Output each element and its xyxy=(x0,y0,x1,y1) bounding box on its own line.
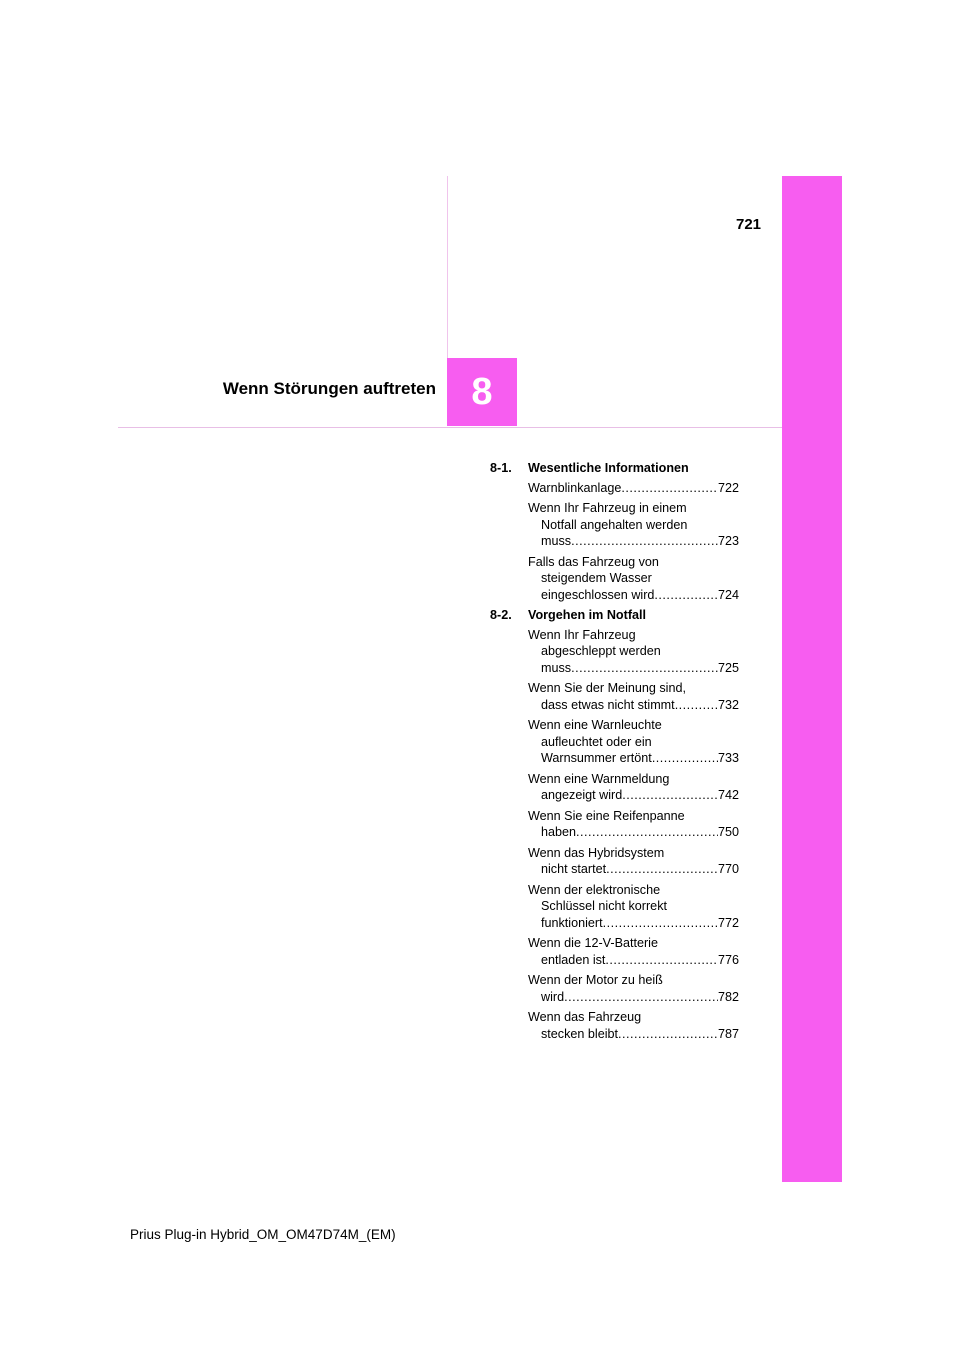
toc-section-heading xyxy=(490,607,740,624)
toc-entry-line: Wenn eine Warnleuchte xyxy=(528,718,662,732)
toc-entry-line: Wenn der Motor zu heiß xyxy=(528,973,663,987)
dot-leader xyxy=(622,787,718,804)
toc-entry-text: stecken bleibt xyxy=(541,1026,619,1041)
dot-leader xyxy=(571,533,718,550)
toc-page-number: 733 xyxy=(717,751,739,765)
toc-entry[interactable] xyxy=(528,480,739,497)
toc-page-number: 732 xyxy=(717,697,739,712)
chapter-side-tab xyxy=(782,176,842,1182)
chapter-title: Wenn Störungen auftreten xyxy=(222,379,436,398)
toc-entry-line: Wenn Sie eine Reifenpanne xyxy=(528,808,685,823)
toc-entry-line: Wenn Ihr Fahrzeug in einem xyxy=(528,501,687,515)
toc-entry-line: Wenn Ihr Fahrzeug xyxy=(528,627,636,642)
toc-entry-text: haben xyxy=(541,825,577,839)
dot-leader xyxy=(576,824,718,841)
toc-entry-line: aufleuchtet oder ein xyxy=(541,734,652,749)
toc-page-number: 724 xyxy=(717,587,739,602)
dot-leader xyxy=(621,480,718,497)
toc-entry-text: muss xyxy=(541,534,572,548)
toc-entry[interactable] xyxy=(528,500,739,550)
toc-entry[interactable] xyxy=(528,972,739,1005)
dot-leader xyxy=(654,587,718,604)
toc-page-number: 782 xyxy=(717,989,739,1004)
toc-page-number: 722 xyxy=(717,480,739,495)
toc-section-heading xyxy=(490,460,740,477)
toc-entry-last-line xyxy=(528,1026,739,1043)
toc-entry-line: Falls das Fahrzeug von xyxy=(528,554,659,569)
toc-entry-line: Schlüssel nicht korrekt xyxy=(541,899,667,913)
toc-entry-text: eingeschlossen wird xyxy=(541,587,655,602)
dot-leader xyxy=(564,989,718,1006)
toc-entry[interactable] xyxy=(528,680,739,713)
footer-document-id: Prius Plug-in Hybrid_OM_OM47D74M_(EM) xyxy=(130,1227,396,1242)
toc-entry-last-line xyxy=(528,750,739,767)
chapter-number: 8 xyxy=(471,371,493,413)
toc-entry-last-line xyxy=(528,952,739,969)
dot-leader xyxy=(603,915,718,932)
toc-entry-line: Notfall angehalten werden xyxy=(541,517,688,532)
toc-entry-last-line xyxy=(528,533,739,550)
section-number: 8-2. xyxy=(490,608,512,622)
dot-leader xyxy=(652,750,718,767)
toc-entry-text: wird xyxy=(541,989,565,1004)
toc-entry-line: Wenn das Fahrzeug xyxy=(528,1010,642,1024)
dot-leader xyxy=(618,1026,718,1043)
toc-entry-last-line xyxy=(528,587,739,604)
section-title: Wesentliche Informationen xyxy=(528,461,689,475)
vertical-divider xyxy=(447,176,448,358)
toc-page-number: 742 xyxy=(717,788,739,802)
toc-entry-last-line xyxy=(528,697,739,714)
toc-page-number: 770 xyxy=(717,862,739,876)
dot-leader xyxy=(605,952,718,969)
dot-leader xyxy=(571,660,718,677)
toc-page-number: 750 xyxy=(717,825,739,839)
toc-entry-last-line xyxy=(528,915,739,932)
toc-entry-text: nicht startet xyxy=(541,862,607,876)
toc-page-number: 787 xyxy=(717,1026,739,1041)
toc-entry-text: angezeigt wird xyxy=(541,788,623,802)
toc-entry-line: abgeschleppt werden xyxy=(541,644,661,658)
toc-entry-line: Wenn Sie der Meinung sind, xyxy=(528,681,686,695)
dot-leader xyxy=(606,861,718,878)
toc-page-number: 772 xyxy=(717,915,739,930)
toc-entry-line: Wenn eine Warnmeldung xyxy=(528,771,670,786)
toc-entry[interactable] xyxy=(528,554,739,604)
toc-entry-text: funktioniert xyxy=(541,915,603,930)
toc-entry-text: Warnblinkanlage xyxy=(528,480,622,495)
toc-entry[interactable] xyxy=(528,771,739,804)
toc-entry-last-line xyxy=(528,660,739,677)
toc-entry-text: entladen ist xyxy=(541,952,606,967)
toc-page-number: 776 xyxy=(717,952,739,967)
toc-entry[interactable] xyxy=(528,935,739,968)
toc-entry-line: Wenn das Hybridsystem xyxy=(528,845,665,860)
toc-entry-line: Wenn der elektronische xyxy=(528,882,661,897)
table-of-contents xyxy=(490,460,740,1046)
toc-entry-text: dass etwas nicht stimmt xyxy=(541,697,675,712)
toc-page-number: 723 xyxy=(717,534,739,548)
toc-entry-last-line xyxy=(528,480,739,497)
toc-entry-line: steigendem Wasser xyxy=(541,571,652,585)
section-title: Vorgehen im Notfall xyxy=(528,608,647,622)
toc-entry[interactable] xyxy=(528,717,739,767)
toc-entry-last-line xyxy=(528,824,739,841)
toc-entry[interactable] xyxy=(528,627,739,677)
toc-entry-text: muss xyxy=(541,660,572,675)
toc-entry[interactable] xyxy=(528,845,739,878)
toc-page-number: 725 xyxy=(717,660,739,675)
toc-entry-last-line xyxy=(528,989,739,1006)
toc-entry[interactable] xyxy=(528,808,739,841)
page-number: 721 xyxy=(736,216,762,233)
toc-entry-last-line xyxy=(528,861,739,878)
toc-entry-line: Wenn die 12-V-Batterie xyxy=(528,936,658,950)
toc-entry[interactable] xyxy=(528,882,739,932)
horizontal-rule xyxy=(118,427,782,428)
toc-entry-last-line xyxy=(528,787,739,804)
toc-entry-text: Warnsummer ertönt xyxy=(541,751,652,765)
section-number: 8-1. xyxy=(490,461,512,475)
toc-entry[interactable] xyxy=(528,1009,739,1042)
dot-leader xyxy=(675,697,718,714)
